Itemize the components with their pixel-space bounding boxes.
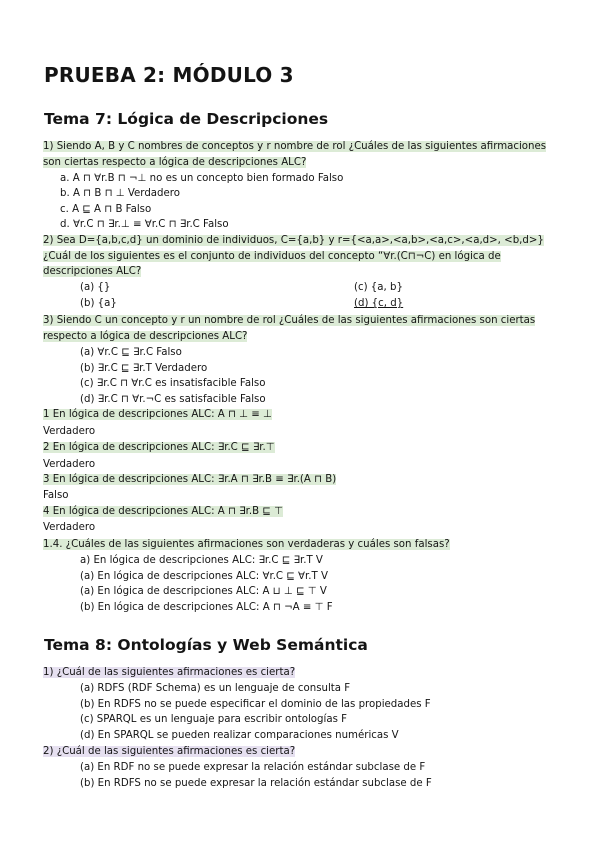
question-2: 2) Sea D={a,b,c,d} un dominio de individuos, C={a,b} y r={<a,a>,<a,b>,<a,c>,<a,d>, <b,d>} ¿Cuál de los siguientes es el conjunto de individuos del concepto “∀r.(C⊓¬C) en lógica de descripciones ALC? bbox=[43, 235, 544, 278]
question-1-4: 1.4. ¿Cuáles de las siguientes afirmaciones son verdaderas y cuáles son falsas? bbox=[43, 539, 450, 550]
option-b: (b) En RDFS no se puede expresar la relación estándar subclase de F bbox=[80, 778, 432, 789]
option-b: (b) ∃r.C ⊑ ∃r.T Verdadero bbox=[80, 363, 208, 374]
option-d: (d) En SPARQL se pueden realizar comparaciones numéricas V bbox=[80, 730, 399, 741]
option-a: a. A ⊓ ∀r.B ⊓ ¬⊥ no es un concepto bien formado Falso bbox=[60, 173, 344, 184]
option-a3: (a) En lógica de descripciones ALC: A ⊔ ⊥ ⊑ ⊤ V bbox=[80, 586, 327, 597]
option-c: (c) SPARQL es un lenguaje para escribir ontologías F bbox=[80, 714, 347, 725]
option-c: c. A ⊑ A ⊓ B Falso bbox=[60, 204, 152, 215]
option-c: (c) ∃r.C ⊓ ∀r.C es insatisfacible Falso bbox=[80, 378, 266, 389]
statement-2-answer: Verdadero bbox=[43, 459, 96, 470]
question-3: 3) Siendo C un concepto y r un nombre de rol ¿Cuáles de las siguientes afirmaciones son ciertas respecto a lógica de descripciones ALC? bbox=[43, 315, 536, 342]
option-c: (c) {a, b} bbox=[354, 282, 403, 293]
option-a2: (a) En lógica de descripciones ALC: ∀r.C ⊑ ∀r.T V bbox=[80, 571, 328, 582]
statement-3-answer: Falso bbox=[43, 490, 69, 501]
section-heading-tema7: Tema 7: Lógica de Descripciones bbox=[44, 110, 329, 128]
statement-1-answer: Verdadero bbox=[43, 426, 96, 437]
option-b: b. A ⊓ B ⊓ ⊥ Verdadero bbox=[60, 188, 180, 199]
statement-3: 3 En lógica de descripciones ALC: ∃r.A ⊓ ∃r.B ≡ ∃r.(A ⊓ B) bbox=[43, 474, 337, 485]
question-1: 1) Siendo A, B y C nombres de conceptos y r nombre de rol ¿Cuáles de las siguientes afirmaciones son ciertas respecto a lógica de descripciones ALC? bbox=[43, 141, 547, 168]
statement-2: 2 En lógica de descripciones ALC: ∃r.C ⊑ ∃r.⊤ bbox=[43, 442, 275, 453]
option-a: (a) ∀r.C ⊑ ∃r.C Falso bbox=[80, 347, 182, 358]
option-a: (a) En RDF no se puede expresar la relación estándar subclase de F bbox=[80, 762, 426, 773]
option-a: (a) {} bbox=[80, 282, 111, 293]
option-d: d. ∀r.C ⊓ ∃r.⊥ ≡ ∀r.C ⊓ ∃r.C Falso bbox=[60, 219, 229, 230]
option-b: (b) En RDFS no se puede especificar el dominio de las propiedades F bbox=[80, 699, 431, 710]
statement-4: 4 En lógica de descripciones ALC: A ⊓ ∃r.B ⊑ ⊤ bbox=[43, 506, 283, 517]
question-t8-1: 1) ¿Cuál de las siguientes afirmaciones es cierta? bbox=[43, 667, 296, 678]
option-b: (b) {a} bbox=[80, 298, 117, 309]
option-b: (b) En lógica de descripciones ALC: A ⊓ ¬A ≡ ⊤ F bbox=[80, 602, 333, 613]
option-a: a) En lógica de descripciones ALC: ∃r.C ⊑ ∃r.T V bbox=[80, 555, 323, 566]
option-a: (a) RDFS (RDF Schema) es un lenguaje de consulta F bbox=[80, 683, 351, 694]
statement-4-answer: Verdadero bbox=[43, 522, 96, 533]
statement-1: 1 En lógica de descripciones ALC: A ⊓ ⊥ ≡ ⊥ bbox=[43, 409, 272, 420]
page-title: PRUEBA 2: MÓDULO 3 bbox=[44, 63, 294, 87]
option-d: (d) ∃r.C ⊓ ∀r.¬C es satisfacible Falso bbox=[80, 394, 266, 405]
section-heading-tema8: Tema 8: Ontologías y Web Semántica bbox=[44, 636, 368, 654]
question-t8-2: 2) ¿Cuál de las siguientes afirmaciones es cierta? bbox=[43, 746, 296, 757]
option-d-correct: (d) {c, d} bbox=[354, 298, 404, 309]
